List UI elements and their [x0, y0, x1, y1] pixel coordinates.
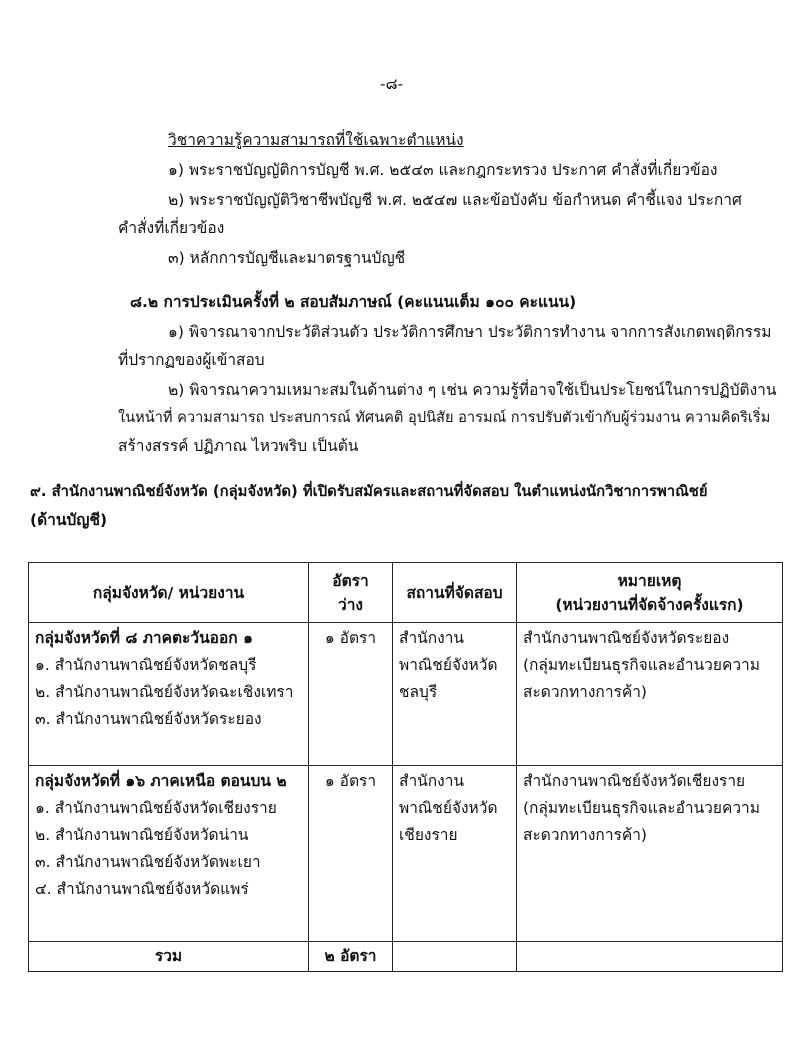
- venue-line: พาณิชย์จังหวัด: [399, 656, 498, 674]
- table-header-row: [29, 563, 783, 623]
- table-total-row: [29, 942, 783, 972]
- remark-line: สำนักงานพาณิชย์จังหวัดระยอง: [523, 629, 730, 647]
- interview-2-cont-2: สร้างสรรค์ ปฏิภาณ ไหวพริบ เป็นต้น: [118, 437, 359, 455]
- office-item: ๑. สำนักงานพาณิชย์จังหวัดเชียงราย: [35, 799, 277, 817]
- office-item: ๒. สำนักงานพาณิชย์จังหวัดน่าน: [35, 826, 249, 844]
- total-vacancy: ๒ อัตรา: [309, 942, 393, 972]
- venue-line: เชียงราย: [399, 826, 458, 844]
- group-title: กลุ่มจังหวัดที่ ๘ ภาคตะวันออก ๑: [35, 629, 253, 647]
- heading-9: ๙. สำนักงานพาณิชย์จังหวัด (กลุ่มจังหวัด) ที่เปิดรับสมัครและสถานที่จัดสอบ ในตำแหน่งนักวิชาการพาณิชย์: [30, 483, 708, 500]
- vacancy-value: ๑ อัตรา: [324, 772, 377, 790]
- section-title: วิชาความรู้ความสามารถที่ใช้เฉพาะตำแหน่ง: [168, 131, 464, 149]
- remark-line: สะดวกทางการค้า): [523, 683, 647, 701]
- item-2: ๒) พระราชบัญญัติวิชาชีพบัญชี พ.ศ. ๒๕๔๗ และข้อบังคับ ข้อกำหนด คำชี้แจง ประกาศ: [168, 191, 742, 209]
- heading-8-2: ๘.๒ การประเมินครั้งที่ ๒ สอบสัมภาษณ์ (คะแนนเต็ม ๑๐๐ คะแนน): [130, 293, 577, 311]
- interview-1: ๑) พิจารณาจากประวัติส่วนตัว ประวัติการศึกษา ประวัติการทำงาน จากการสังเกตพฤติกรรม: [168, 323, 772, 341]
- office-item: ๒. สำนักงานพาณิชย์จังหวัดฉะเชิงเทรา: [35, 683, 294, 701]
- header-vacancy: อัตรา ว่าง: [309, 563, 393, 623]
- total-venue-empty: [393, 942, 517, 972]
- group-title: กลุ่มจังหวัดที่ ๑๖ ภาคเหนือ ตอนบน ๒: [35, 772, 287, 790]
- table-row: [29, 623, 783, 766]
- remark-line: สะดวกทางการค้า): [523, 826, 647, 844]
- offices-table: [28, 562, 783, 972]
- venue-line: สำนักงาน: [399, 629, 465, 647]
- office-item: ๑. สำนักงานพาณิชย์จังหวัดชลบุรี: [35, 656, 257, 674]
- item-2-cont: คำสั่งที่เกี่ยวข้อง: [118, 219, 225, 237]
- interview-2: ๒) พิจารณาความเหมาะสมในด้านต่าง ๆ เช่น ความรู้ที่อาจใช้เป็นประโยชน์ในการปฏิบัติงาน: [168, 381, 777, 399]
- remark-line: สำนักงานพาณิชย์จังหวัดเชียงราย: [523, 772, 746, 790]
- office-item: ๓. สำนักงานพาณิชย์จังหวัดพะเยา: [35, 853, 261, 871]
- venue-line: ชลบุรี: [399, 683, 438, 701]
- interview-1-cont: ที่ปรากฏของผู้เข้าสอบ: [118, 351, 265, 369]
- office-item: ๔. สำนักงานพาณิชย์จังหวัดแพร่: [35, 880, 249, 898]
- remark-line: (กลุ่มทะเบียนธุรกิจและอำนวยความ: [523, 799, 760, 817]
- header-venue: สถานที่จัดสอบ: [393, 563, 517, 623]
- heading-9-cont: (ด้านบัญชี): [30, 511, 108, 529]
- item-1: ๑) พระราชบัญญัติการบัญชี พ.ศ. ๒๕๔๓ และกฎกระทรวง ประกาศ คำสั่งที่เกี่ยวข้อง: [168, 161, 718, 179]
- remark-line: (กลุ่มทะเบียนธุรกิจและอำนวยความ: [523, 656, 760, 674]
- total-remark-empty: [517, 942, 783, 972]
- total-label: รวม: [29, 942, 309, 972]
- office-item: ๓. สำนักงานพาณิชย์จังหวัดระยอง: [35, 710, 262, 728]
- table-row: [29, 766, 783, 942]
- page-number: -๘-: [380, 75, 404, 93]
- vacancy-value: ๑ อัตรา: [324, 629, 377, 647]
- interview-2-cont-1: ในหน้าที่ ความสามารถ ประสบการณ์ ทัศนคติ อุปนิสัย อารมณ์ การปรับตัวเข้ากับผู้ร่วมงาน ความคิดริเริ่ม: [118, 409, 771, 426]
- item-3: ๓) หลักการบัญชีและมาตรฐานบัญชี: [168, 249, 406, 267]
- header-group: กลุ่มจังหวัด/ หน่วยงาน: [29, 563, 309, 623]
- venue-line: สำนักงาน: [399, 772, 465, 790]
- venue-line: พาณิชย์จังหวัด: [399, 799, 498, 817]
- header-remark: หมายเหตุ (หน่วยงานที่จัดจ้างครั้งแรก): [517, 563, 783, 623]
